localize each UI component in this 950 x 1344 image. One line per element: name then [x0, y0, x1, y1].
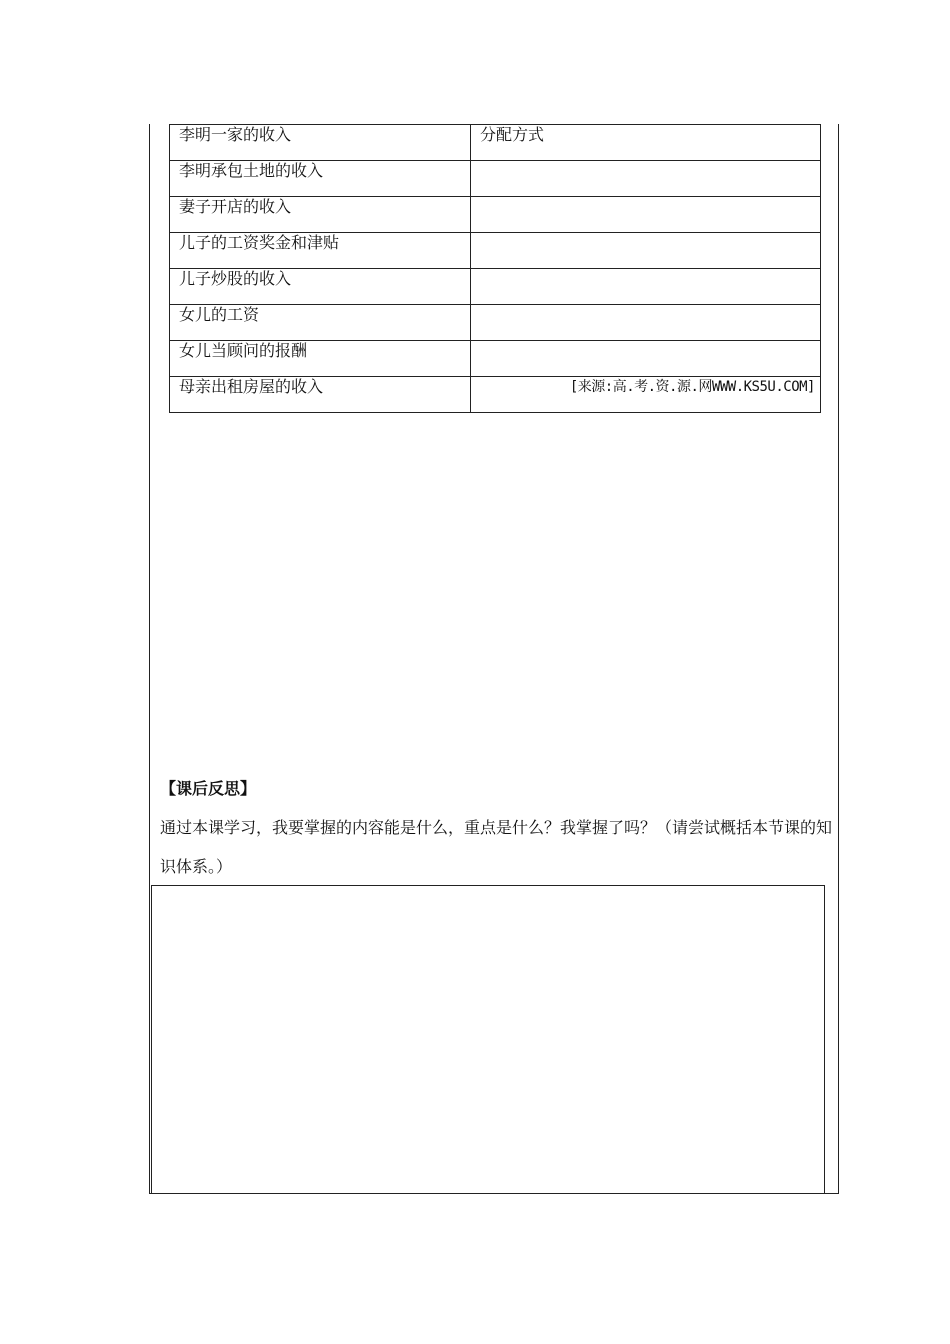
- income-label-cell: 妻子开店的收入: [170, 197, 471, 233]
- table-row: [170, 305, 821, 341]
- table-row: [170, 377, 821, 413]
- table-row: [170, 269, 821, 305]
- distribution-answer-cell[interactable]: [471, 233, 821, 269]
- reflection-answer-box[interactable]: [151, 885, 825, 1194]
- distribution-answer-cell[interactable]: [471, 269, 821, 305]
- table-row: [170, 161, 821, 197]
- distribution-answer-cell[interactable]: [471, 161, 821, 197]
- income-label-cell: 女儿的工资: [170, 305, 471, 341]
- distribution-answer-cell[interactable]: [471, 377, 821, 413]
- header-income-cell: 李明一家的收入: [170, 125, 471, 161]
- income-distribution-table: [169, 124, 821, 413]
- table-row: [170, 233, 821, 269]
- income-label-cell: 女儿当顾问的报酬: [170, 341, 471, 377]
- reflection-prompt: 通过本课学习，我要掌握的内容能是什么，重点是什么？我掌握了吗？（请尝试概括本节课的知识体系。）: [160, 818, 833, 876]
- table-row: [170, 197, 821, 233]
- header-distribution-cell: 分配方式: [471, 125, 821, 161]
- table-row: [170, 341, 821, 377]
- table-header-row: [170, 125, 821, 161]
- income-label-cell: 儿子炒股的收入: [170, 269, 471, 305]
- distribution-answer-cell[interactable]: [471, 341, 821, 377]
- distribution-answer-cell[interactable]: [471, 305, 821, 341]
- source-watermark-text: [来源:高.考.资.源.网WWW.KS5U.COM]: [569, 379, 815, 395]
- income-label-cell: 儿子的工资奖金和津贴: [170, 233, 471, 269]
- distribution-answer-cell[interactable]: [471, 197, 821, 233]
- reflection-title: 【课后反思】: [160, 779, 257, 798]
- income-label-cell: 母亲出租房屋的收入: [170, 377, 471, 413]
- income-label-cell: 李明承包土地的收入: [170, 161, 471, 197]
